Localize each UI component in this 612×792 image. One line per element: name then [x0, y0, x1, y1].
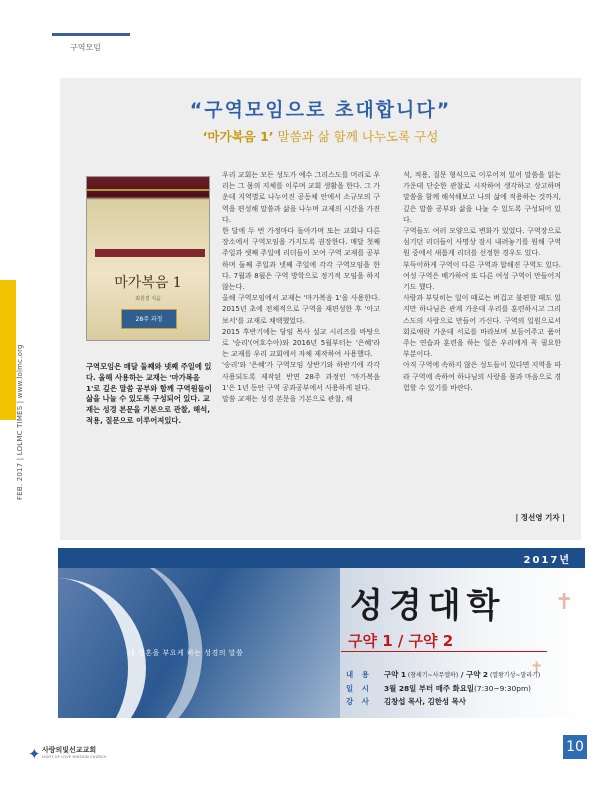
church-logo	[28, 745, 148, 767]
ad-tagline: 내 영혼을 부요케 하는 성경의 말씀	[128, 649, 244, 657]
ad-info-list	[346, 668, 540, 708]
ad-divider	[341, 651, 547, 652]
ad-info-value: 구약 1	[384, 670, 406, 679]
col2-paragraph: 사람과 부딪히는 일이 때로는 버겁고 불편할 때도 있지만 하나님은 관계 가운데 우리를 훈련하시고 그리스도의 사랑으로 만들어 가신다. 구역의 일원으로서 회로애락 가운데 서로를 바라보며 보듬어주고 품어주는 연습과 훈련을 하는 일은 우리에게 꼭 필요한 부분이다.	[403, 294, 561, 359]
ad-title: 성경대학	[350, 586, 506, 626]
col1-paragraph: 2015 후반기에는 담임 목사 설교 시리즈를 바탕으로 '승리'(여호수아)와 2016년 5월부터는 '은혜'라는 교재를 우리 교회에서 자체 제작하여 사용했다.	[222, 327, 380, 359]
col1-paragraph: 말씀 교재는 성경 본문을 기본으로 관찰, 해	[222, 395, 353, 404]
col2-paragraph: 구역들도 여러 모양으로 변화가 있었다. 구역장으로 섬기던 리더들이 사명상 잠시 내려놓기를 원해 구역원 중에서 새롭게 리더를 선정한 경우도 있다.	[403, 227, 561, 258]
book-title: 마가복음 1	[114, 275, 182, 291]
side-text-label: FEB. 2017 | LOLMC TIMES | www.lolmc.org	[16, 344, 24, 500]
ad-info-label: 일 시	[346, 684, 372, 693]
image-caption: 구역모임은 매달 둘째와 넷째 주일에 있다. 올해 사용하는 교재는 '마가복음 1'로 깊은 말씀 공부와 함께 구역원들이 삶을 나눌 수 있도록 구성되어 있다. 교재는 성경 본문을 기본으로 관찰, 해석, 적용, 질문으로 이루어져있다.	[86, 362, 212, 425]
ad-info-note: (7:30~9:30pm)	[473, 684, 532, 693]
col2-paragraph: 석, 적용, 질문 형식으로 이루어져 있어 말씀을 읽는 가운데 단순한 관찰로 시작하여 생각하고 상고하며 말씀을 함께 해석해보고 나의 삶에 적용하는 것까지, 깊은 말씀 공부와 삶을 나눌 수 있도록 구성되어 있다.	[403, 171, 561, 224]
logo-english-name: LIGHT OF LOVE MISSION CHURCH	[42, 755, 107, 759]
ad-info-value: 김창섭 목사, 김한성 목사	[384, 697, 466, 706]
article-column-1	[222, 170, 380, 405]
article-byline: | 정선영 기자 |	[515, 513, 565, 522]
side-running-text	[14, 300, 30, 500]
logo-icon: ✦	[28, 745, 41, 763]
ad-info-note: (열왕기상~말라기)	[488, 672, 541, 679]
book-course-badge: 28주 과정	[121, 309, 177, 329]
col1-paragraph: 우리 교회는 모든 성도가 예수 그리스도를 머리로 우리는 그 몸의 지체를 이루며 교회 생활을 한다. 그 가운데 지역별로 나누어진 공동체 안에서 소규모의 구역을 편성해 말씀과 삶을 나누며 교제의 시간을 가진다.	[222, 171, 380, 224]
book-author: 최원경 지음	[135, 296, 161, 302]
col2-paragraph: 부득이하게 구역이 다른 구역과 합해진 구역도 있다. 여성 구역은 베가하여 또 다른 여성 구역이 만들어지기도 했다.	[403, 260, 561, 292]
ad-year: 2017년	[523, 555, 571, 566]
section-label: 구역모임	[70, 43, 101, 52]
cross-icon: ✝	[530, 658, 544, 677]
col1-paragraph: 올해 구역모임에서 교재는 '마가복음 1'을 사용한다. 2015년 초에 전체적으로 구역을 재편성한 후 '아고보서'를 교재로 채택했었다.	[222, 294, 380, 325]
article-subhead	[60, 127, 581, 145]
ad-subtitle: 구약 1 / 구약 2	[348, 632, 454, 650]
ad-info-value: 구약 2	[466, 670, 489, 679]
book-band	[87, 189, 209, 191]
logo-name: 사랑의빛선교교회	[42, 746, 97, 754]
article-headline: “구역모임으로 초대합니다”	[189, 99, 452, 121]
col1-paragraph: '승리'와 '은혜'가 구역모임 상반기와 하반기에 각각 사용되도록 제작된 반면 28주 과정인 '마가복음 1'은 1년 동안 구역 공과공부에서 사용하게 된다.	[222, 361, 380, 392]
ad-info-sep: /	[458, 670, 467, 679]
book-cover-image	[86, 176, 210, 341]
header-rule	[52, 33, 130, 36]
book-series-tag	[95, 249, 205, 257]
ad-info-row	[346, 682, 540, 695]
ad-artwork	[58, 568, 340, 718]
ad-info-note: (창세기~사무엘하)	[406, 672, 459, 679]
ad-info-value: 3월 28일 부터 매주 화요일	[384, 684, 474, 693]
ad-info-row	[346, 695, 540, 708]
subhead-book-title: ‘마가복음 1’	[202, 129, 274, 144]
ad-top-bar	[58, 548, 585, 568]
col2-paragraph: 아직 구역에 속하지 않은 성도들이 있다면 지역을 따라 구역에 속하여 하나님의 사랑을 몸과 마음으로 경험할 수 있기를 바란다.	[403, 361, 561, 392]
col1-paragraph: 한 달에 두 번 가정마다 돌아가며 또는 교회나 다른 장소에서 구역모임을 가지도록 권장한다. 매달 첫째 주일과 셋째 주일에 리더들이 모여 구역 교재를 공부하며 둘째 주일과 넷째 주일에 각각 구역모임을 한다. 7월과 8월은 구역 방학으로 정기적 모임을 하지 않는다.	[222, 227, 380, 292]
article-column-2	[403, 170, 561, 394]
page-number: 10	[563, 735, 587, 759]
ad-info-label: 강 사	[346, 697, 372, 706]
subhead-rest: 말씀과 삶 함께 나누도록 구성	[273, 129, 439, 144]
ad-info-label: 내 용	[346, 670, 372, 679]
ad-info-row	[346, 668, 540, 682]
bible-college-ad	[58, 548, 585, 718]
cross-icon: ✝	[555, 590, 574, 615]
